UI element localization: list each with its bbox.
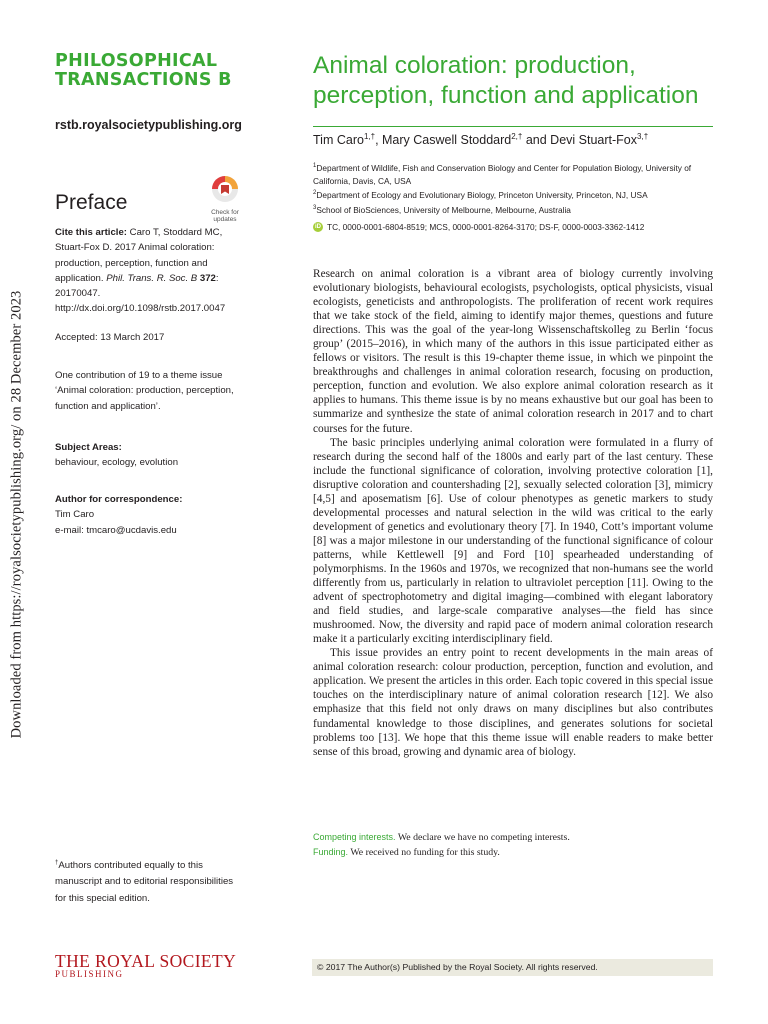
correspondence-label: Author for correspondence: — [55, 494, 183, 505]
declaration-item — [313, 830, 713, 845]
subject-value: behaviour, ecology, evolution — [55, 457, 179, 469]
declaration-text: We declare we have no competing interests. — [397, 832, 570, 843]
declaration-label: Competing interests. — [313, 832, 396, 842]
affiliation-number: 1 — [313, 163, 317, 169]
orcid-icon[interactable]: iD — [315, 224, 321, 230]
author-affil: 1,† — [363, 132, 376, 141]
citation-block — [55, 225, 250, 317]
cite-text: Caro T, Stoddard MC, Stuart-Fox D. 2017 Animal coloration: production, perception, function and application. — [55, 227, 223, 284]
check-updates-line1: Check for — [211, 209, 239, 216]
author-separator: and — [522, 133, 551, 148]
body-paragraph: The basic principles underlying animal coloration were formulated in a flurry of research during the second half of the 1800s and early part of the last century. These include the functional significance of coloration, involving protective coloration [1], disruptive coloration and countershading [2], sexually selected coloration [3], mimicry [4,5] and aposematism [6]. Use of colour phenotypes as genetic markers to study developmental processes and natural selection in the wild was critical to the early development of genetics and evolutionary theory [7]. In 1940, Cott’s important volume [8] was a major milestone in our understanding of the functional significance of colour patterns, while Kettlewell [9] and Ford [10] spearheaded understanding of polymorphisms. In the 1960s and 1970s, we recognized that non-humans see the world differently from us, particularly in relation to ultraviolet perception [11]. Owing to the advent of spectrophotometry and digital imaging—combined with elegant laboratory and field studies, and large-scale comparative analyses—the field has since mushroomed. Now, the diversity and rapid pace of modern animal coloration research make it a particularly exciting interdisciplinary field. — [313, 436, 713, 646]
author-affil: 2,† — [511, 132, 523, 141]
subject-areas — [55, 440, 250, 471]
correspondence-name: Tim Caro — [55, 509, 95, 521]
royal-society-logo[interactable] — [55, 952, 236, 979]
download-note — [2, 289, 32, 739]
author-affil: 3,† — [637, 132, 649, 141]
declaration-item — [313, 845, 713, 860]
body-paragraph: Research on animal coloration is a vibrant area of biology currently involving evolutionary biologists, behavioural ecologists, psychologists, optical physicists, visual ecologists, geneticists and anthropologists. The proliferation of recent work requires that we take stock of the field, aiming to identify major themes, questions and future directions. This was the goal of the year-long Wissenschaftskolleg zu Berlin ‘focus group’ (2015–2016), in which many of the authors in this issue participated either as fellows or visitors. The result is this 19-chapter theme issue, in which we pinpoint the breakthroughs and challenges in animal coloration research, focusing on production, perception, function and evolution. We also explore animal coloration research as it applies to humans. This theme issue is by no means exhaustive but our goal has been to summarize and synthesize the state of animal coloration research in 2017 and to chart courses for the future. — [313, 268, 713, 435]
declaration-text: We received no funding for this study. — [350, 847, 500, 858]
affiliation-number: 3 — [313, 204, 317, 211]
cite-label: Cite this article: — [55, 227, 127, 238]
publisher-name: THE ROYAL SOCIETY — [55, 951, 237, 971]
publisher-sub: PUBLISHING — [55, 969, 124, 979]
article-title: Animal coloration: production, perception, function and application — [313, 52, 699, 109]
footnote-text: Authors contributed equally to this manuscript and to editorial responsibilities for this special edition. — [55, 860, 234, 904]
journal-name-line2: TRANSACTIONS B — [55, 70, 232, 90]
cite-pages: : 20170047. — [55, 272, 219, 300]
body-paragraph: This issue provides an entry point to recent developments in the main areas of animal coloration research: colour production, perception, function and evolution, and application. We present the articles in this order. Each topic covered in this special issue touches on the interdisciplinary nature of animal coloration research [12]. We also emphasize that this field not only draws on many disciplines but also contributes fundamental knowledge to those disciplines, and generates solutions for societal problems too [13]. We hope that this theme issue will enable readers to make better sense of this broad, growing and dynamic area of biology. — [313, 647, 713, 758]
journal-name-line1: PHILOSOPHICAL — [55, 51, 218, 71]
copyright-bar: © 2017 The Author(s) Published by the Royal Society. All rights reserved. — [312, 959, 713, 976]
cite-volume: 372 — [199, 272, 216, 284]
cite-journal: Phil. Trans. R. Soc. B — [106, 272, 198, 284]
author-name[interactable]: Devi Stuart-Fox — [550, 133, 638, 148]
affiliation-item — [313, 160, 723, 187]
orcid-line — [313, 222, 644, 232]
check-updates-icon — [211, 175, 239, 203]
author-separator: , — [375, 133, 383, 148]
download-note-text: Downloaded from https://royalsocietypublishing.org/ on 28 December 2023 — [8, 290, 25, 738]
cite-doi-link[interactable]: http://dx.doi.org/10.1098/rstb.2017.0047 — [55, 303, 226, 315]
author-name[interactable]: Tim Caro — [313, 133, 364, 148]
affiliation-text: Department of Wildlife, Fish and Conservation Biology and Center for Population Biology, University of California, Davis, CA, USA — [313, 162, 692, 186]
title-divider — [313, 126, 713, 127]
affiliation-number: 2 — [313, 190, 317, 197]
footnote-mark: † — [55, 860, 59, 866]
journal-name — [55, 52, 295, 90]
declaration-label: Funding. — [313, 847, 349, 857]
theme-contribution: One contribution of 19 to a theme issue ‘Animal coloration: production, perception, function and application’. — [55, 370, 234, 412]
correspondence-block — [55, 492, 250, 538]
check-updates-line2: updates — [213, 216, 237, 223]
subject-label: Subject Areas: — [55, 442, 122, 453]
declarations — [313, 830, 713, 860]
affiliations — [313, 160, 723, 216]
journal-site-link[interactable]: rstb.royalsocietypublishing.org — [55, 118, 242, 132]
author-list — [313, 132, 648, 147]
affiliation-item — [313, 187, 723, 202]
orcid-ids[interactable]: TC, 0000-0001-6804-8519; MCS, 0000-0001-8264-3170; DS-F, 0000-0003-3362-1412 — [327, 222, 645, 232]
article-type: Preface — [55, 191, 128, 214]
affiliation-item — [313, 202, 723, 217]
correspondence-email[interactable]: e-mail: tmcaro@ucdavis.edu — [55, 524, 177, 536]
author-footnote — [55, 855, 245, 907]
affiliation-text: Department of Ecology and Evolutionary Biology, Princeton University, Princeton, NJ, USA — [316, 190, 648, 201]
author-name[interactable]: Mary Caswell Stoddard — [382, 133, 512, 148]
article-body — [313, 267, 713, 759]
check-for-updates-badge[interactable] — [205, 175, 245, 223]
affiliation-text: School of BioSciences, University of Melbourne, Melbourne, Australia — [316, 204, 571, 215]
accepted-date: Accepted: 13 March 2017 — [55, 332, 165, 343]
